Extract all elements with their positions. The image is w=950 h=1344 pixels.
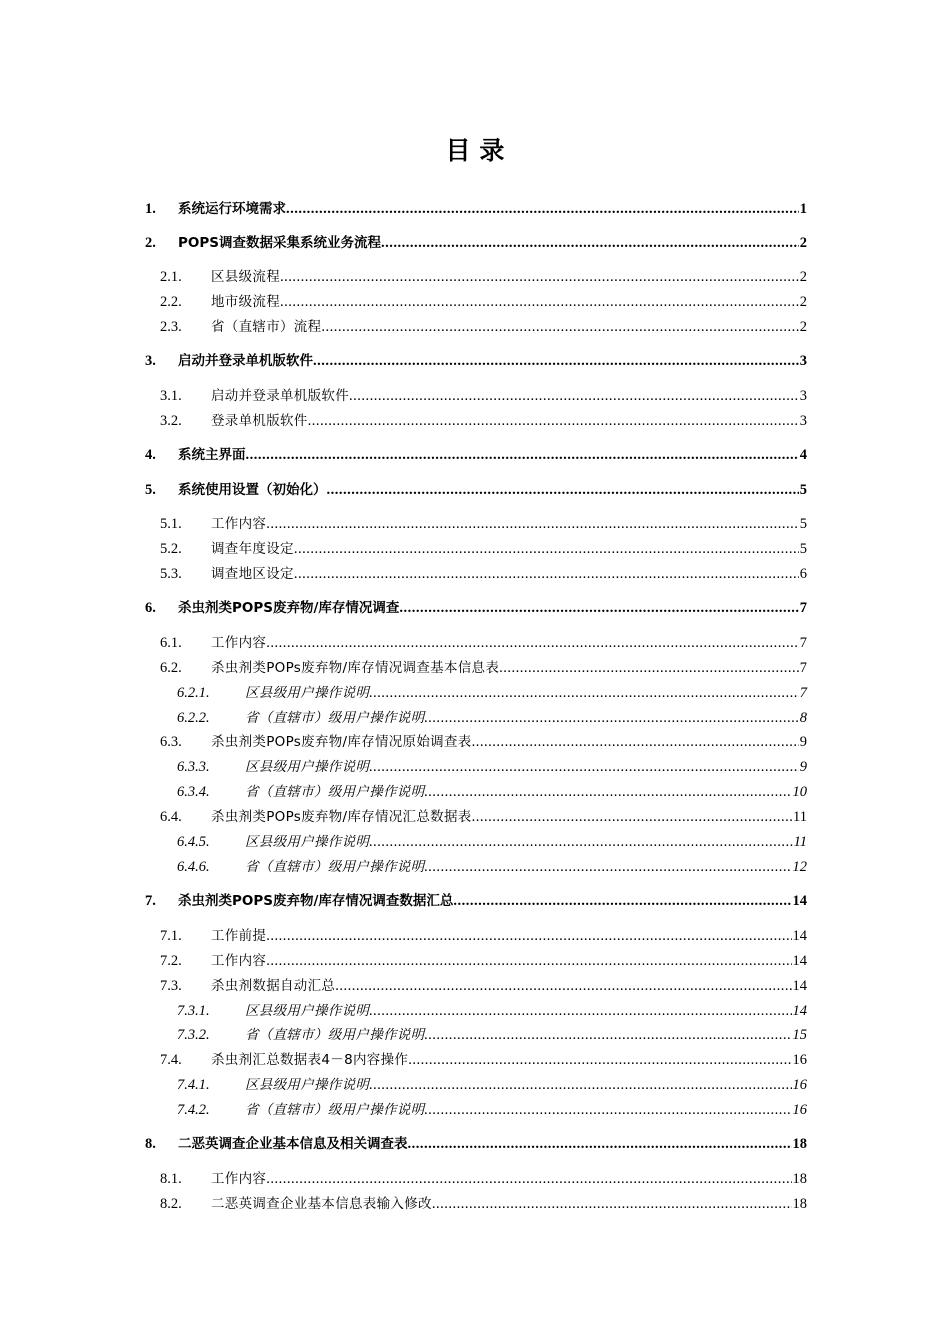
toc-entry-title: 杀虫剂类POPS废弃物/库存情况调查数据汇总 [178,893,454,909]
toc-entry-title: 调查年度设定 [211,541,294,557]
toc-entry-number: 5.1. [160,516,182,532]
toc-entry-page: 18 [792,1136,807,1152]
toc-entry-page: 2 [799,294,807,310]
toc-entry-page: 16 [792,1077,807,1093]
toc-entry-title: 区县级用户操作说明 [245,1003,370,1019]
toc-dot-leader [432,1193,792,1215]
toc-entry-number: 6.4.5. [177,834,210,850]
toc-entry[interactable] [145,975,807,997]
toc-entry-page: 5 [799,482,807,498]
toc-entry-number: 7.4.2. [177,1102,210,1118]
toc-entry-title: 省（直辖市）级用户操作说明 [245,710,425,726]
toc-entry-page: 14 [792,893,807,909]
toc-entry-page: 3 [799,388,807,404]
toc-entry-page: 5 [799,541,807,557]
toc-entry[interactable] [145,682,807,704]
toc-entry-number: 4. [145,447,156,463]
toc-entry[interactable] [145,831,807,853]
toc-entry-page: 15 [792,1027,807,1043]
toc-entry-number: 6.1. [160,635,182,651]
toc-entry-number: 7.4. [160,1052,182,1068]
toc-dot-leader [369,831,792,853]
toc-dot-leader [266,925,791,947]
toc-entry-page: 14 [792,928,807,944]
toc-dot-leader [499,657,799,679]
toc-entry-title: 启动并登录单机版软件 [178,353,313,369]
toc-dot-leader [369,1000,791,1022]
toc-entry-title: 杀虫剂类POPs废弃物/库存情况调查基本信息表 [211,660,500,676]
toc-entry[interactable] [145,350,807,372]
toc-entry-title: 工作内容 [211,953,267,969]
toc-dot-leader [453,890,791,912]
toc-entry-title: 杀虫剂类POPS废弃物/库存情况调查 [178,600,400,616]
toc-entry[interactable] [145,198,807,220]
toc-entry-number: 6.2.2. [177,710,210,726]
toc-entry[interactable] [145,925,807,947]
toc-entry[interactable] [145,1099,807,1121]
toc-entry-number: 6.3.3. [177,759,210,775]
toc-entry-page: 14 [792,1003,807,1019]
toc-dot-leader [286,198,799,220]
toc-entry-number: 7. [145,893,156,909]
toc-entry-number: 2.2. [160,294,182,310]
toc-entry-page: 16 [792,1102,807,1118]
toc-dot-leader [349,385,799,407]
toc-dot-leader [294,563,799,585]
toc-entry-page: 11 [793,809,807,825]
toc-entry[interactable] [145,856,807,878]
toc-entry-title: 二恶英调查企业基本信息及相关调查表 [178,1136,408,1152]
toc-entry-page: 12 [792,859,807,875]
toc-entry-number: 3. [145,353,156,369]
toc-entry[interactable] [145,707,807,729]
toc-entry[interactable] [145,1024,807,1046]
toc-dot-leader [472,731,799,753]
toc-entry-number: 2.1. [160,269,182,285]
toc-entry-page: 1 [799,201,807,217]
toc-dot-leader [424,856,791,878]
toc-entry[interactable] [145,657,807,679]
toc-dot-leader [280,291,799,313]
toc-entry-title: 杀虫剂类POPs废弃物/库存情况汇总数据表 [211,809,472,825]
toc-entry-page: 16 [792,1052,807,1068]
toc-entry-number: 8.1. [160,1171,182,1187]
toc-entry[interactable] [145,1000,807,1022]
toc-entry[interactable] [145,444,807,466]
toc-dot-leader [424,1099,791,1121]
toc-entry-number: 5.2. [160,541,182,557]
toc-dot-leader [266,632,799,654]
toc-entry-page: 18 [792,1196,807,1212]
toc-dot-leader [280,266,799,288]
toc-entry-page: 14 [792,978,807,994]
toc-entry-number: 7.1. [160,928,182,944]
toc-entry-title: 登录单机版软件 [211,413,308,429]
toc-entry-page: 7 [799,635,807,651]
toc-entry-title: 省（直辖市）级用户操作说明 [245,784,425,800]
toc-entry[interactable] [145,563,807,585]
toc-entry-title: 地市级流程 [211,294,280,310]
toc-entry[interactable] [145,890,807,912]
toc-entry-title: 省（直辖市）级用户操作说明 [245,1027,425,1043]
toc-entry-title: 工作前提 [211,928,267,944]
toc-entry-number: 6.2.1. [177,685,210,701]
toc-entry-title: 区县级用户操作说明 [245,1077,370,1093]
toc-dot-leader [369,1074,791,1096]
toc-entry-title: 杀虫剂类POPs废弃物/库存情况原始调查表 [211,734,472,750]
toc-entry-title: 工作内容 [211,1171,267,1187]
toc-entry-title: 省（直辖市）流程 [211,319,322,335]
toc-entry-number: 6.2. [160,660,182,676]
toc-entry-title: 杀虫剂汇总数据表4－8内容操作 [211,1052,409,1068]
toc-entry-number: 8.2. [160,1196,182,1212]
toc-dot-leader [266,1168,791,1190]
toc-entry-number: 5.3. [160,566,182,582]
toc-entry-title: 区县级用户操作说明 [245,834,370,850]
toc-entry-number: 6.3.4. [177,784,210,800]
toc-title: 目 录 [445,136,505,165]
toc-dot-leader [381,232,799,254]
toc-dot-leader [424,781,791,803]
toc-entry-title: 杀虫剂数据自动汇总 [211,978,336,994]
toc-entry-number: 7.2. [160,953,182,969]
toc-entry-page: 7 [799,685,807,701]
toc-entry[interactable] [145,1168,807,1190]
toc-entry[interactable] [145,1193,807,1215]
toc-entry-page: 3 [799,353,807,369]
toc-entry[interactable] [145,266,807,288]
toc-dot-leader [313,350,799,372]
toc-entry-title: 调查地区设定 [211,566,294,582]
toc-entry-number: 5. [145,482,156,498]
toc-entry-title: 二恶英调查企业基本信息表输入修改 [211,1196,432,1212]
toc-entry[interactable] [145,291,807,313]
toc-dot-leader [399,597,798,619]
toc-entry-page: 2 [799,269,807,285]
toc-entry[interactable] [145,1049,807,1071]
toc-entry-title: 启动并登录单机版软件 [211,388,349,404]
toc-entry-number: 2.3. [160,319,182,335]
toc-entry-page: 8 [799,710,807,726]
toc-dot-leader [424,707,798,729]
toc-entry-title: 区县级用户操作说明 [245,685,370,701]
toc-entry-title: 系统使用设置（初始化） [178,482,327,498]
toc-dot-leader [408,1133,792,1155]
toc-entry-number: 6.3. [160,734,182,750]
toc-entry-number: 7.3. [160,978,182,994]
toc-entry[interactable] [145,385,807,407]
toc-entry-page: 2 [799,235,807,251]
toc-entry-number: 1. [145,201,156,217]
toc-dot-leader [246,444,799,466]
toc-entry-title: POPS调查数据采集系统业务流程 [178,235,381,251]
toc-dot-leader [369,682,799,704]
toc-dot-leader [408,1049,791,1071]
toc-entry-title: 系统主界面 [178,447,246,463]
toc-entry[interactable] [145,756,807,778]
toc-entry-number: 6.4.6. [177,859,210,875]
toc-entry[interactable] [145,597,807,619]
toc-entry[interactable] [145,806,807,828]
toc-entry[interactable] [145,316,807,338]
toc-dot-leader [266,950,791,972]
toc-entry-number: 3.2. [160,413,182,429]
toc-entry[interactable] [145,513,807,535]
toc-entry-page: 3 [799,413,807,429]
toc-entry-page: 7 [799,600,807,616]
toc-entry-page: 14 [792,953,807,969]
toc-entry-number: 3.1. [160,388,182,404]
toc-dot-leader [335,975,791,997]
toc-entry-page: 6 [799,566,807,582]
toc-entry-page: 11 [793,834,807,850]
toc-entry[interactable] [145,232,807,254]
toc-entry-number: 8. [145,1136,156,1152]
toc-entry-title: 工作内容 [211,635,267,651]
toc-entry-page: 9 [799,734,807,750]
toc-entry[interactable] [145,1074,807,1096]
toc-entry[interactable] [145,781,807,803]
toc-entry-number: 7.3.1. [177,1003,210,1019]
toc-entry[interactable] [145,410,807,432]
toc-entry-title: 工作内容 [211,516,267,532]
toc-entry[interactable] [145,632,807,654]
toc-entry-page: 10 [792,784,807,800]
toc-entry[interactable] [145,1133,807,1155]
toc-entry-number: 7.3.2. [177,1027,210,1043]
toc-entry-title: 区县级流程 [211,269,280,285]
toc-entry-page: 2 [799,319,807,335]
toc-entry[interactable] [145,479,807,501]
toc-dot-leader [308,410,799,432]
toc-entry-page: 4 [799,447,807,463]
toc-entry-page: 5 [799,516,807,532]
toc-entry[interactable] [145,731,807,753]
toc-entry-number: 2. [145,235,156,251]
toc-dot-leader [327,479,799,501]
toc-dot-leader [472,806,792,828]
toc-entry-title: 系统运行环境需求 [178,201,286,217]
toc-entry-page: 9 [799,759,807,775]
toc-dot-leader [321,316,798,338]
toc-entry-title: 省（直辖市）级用户操作说明 [245,1102,425,1118]
toc-entry-title: 区县级用户操作说明 [245,759,370,775]
toc-entry-page: 7 [799,660,807,676]
toc-entry-number: 6. [145,600,156,616]
toc-entry-number: 7.4.1. [177,1077,210,1093]
toc-entry[interactable] [145,950,807,972]
toc-entry-title: 省（直辖市）级用户操作说明 [245,859,425,875]
toc-entry-page: 18 [792,1171,807,1187]
toc-entry-number: 6.4. [160,809,182,825]
toc-entry[interactable] [145,538,807,560]
toc-dot-leader [294,538,799,560]
toc-dot-leader [369,756,799,778]
toc-dot-leader [424,1024,791,1046]
toc-dot-leader [266,513,799,535]
